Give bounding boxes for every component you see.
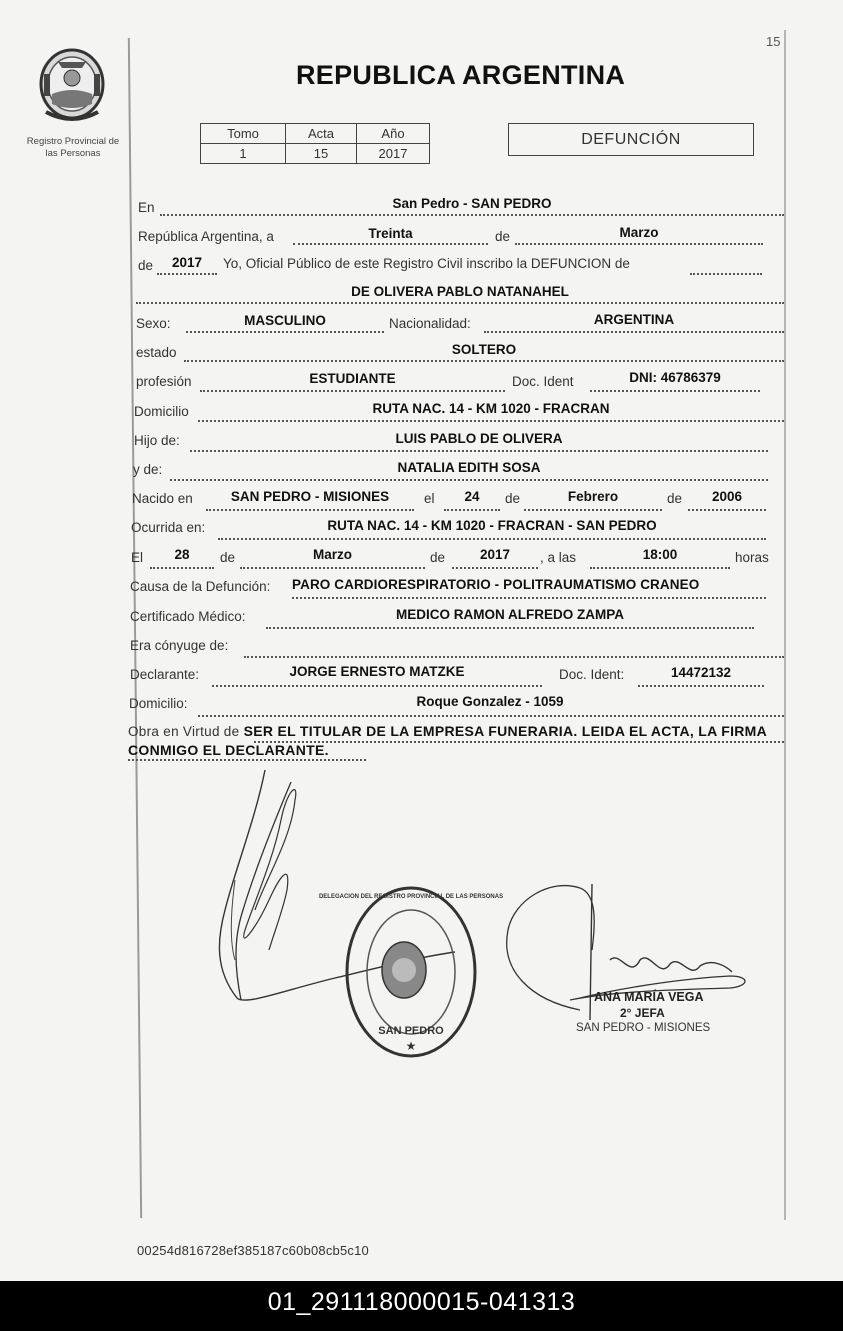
dots-declarante: [212, 685, 542, 687]
label-doc-ident-declarante: Doc. Ident:: [559, 667, 625, 682]
signatory-role: 2° JEFA: [620, 1006, 665, 1020]
value-mes: Marzo: [619, 225, 659, 240]
value-declarante: JORGE ERNESTO MATZKE: [289, 664, 465, 679]
value-hora: 18:00: [642, 547, 678, 562]
dots-certificado: [266, 627, 754, 629]
value-lugar: San Pedro - SAN PEDRO: [392, 196, 552, 211]
reference-table: [200, 123, 430, 164]
dots-padre: [190, 450, 768, 452]
page-title: REPUBLICA ARGENTINA: [296, 60, 626, 90]
value-nacionalidad: ARGENTINA: [593, 312, 675, 327]
header-acta: Acta: [286, 124, 357, 144]
left-margin-line: [128, 38, 142, 1218]
label-ocurrida-en: Ocurrida en:: [131, 520, 206, 535]
dots-estado: [184, 360, 784, 362]
svg-text:★: ★: [405, 1039, 417, 1053]
value-tomo: 1: [201, 144, 286, 164]
label-el: el: [424, 491, 435, 506]
label-de-mes: de: [495, 229, 511, 244]
dots-en: [160, 214, 784, 216]
value-obra: SER EL TITULAR DE LA EMPRESA FUNERARIA. LEIDA EL ACTA, LA FIRMA CONMIGO EL DECLARANTE.: [128, 723, 767, 758]
dots-mes: [515, 243, 763, 245]
label-el-fecha: El: [131, 550, 144, 565]
value-domicilio-declarante: Roque Gonzalez - 1059: [416, 694, 564, 709]
value-madre: NATALIA EDITH SOSA: [397, 460, 541, 475]
value-mes-defuncion: Marzo: [312, 547, 352, 562]
footer-code: 01_291118000015-041313: [267, 1288, 576, 1316]
value-mes-nacimiento: Febrero: [567, 489, 619, 504]
stamp-center-text: SAN PEDRO: [378, 1025, 444, 1037]
label-de-anio: de: [138, 258, 154, 273]
label-yo-oficial: Yo, Oficial Público de este Registro Civil inscribo la DEFUNCION de: [223, 256, 630, 271]
label-domicilio-declarante: Domicilio:: [129, 696, 188, 711]
dots-doc-ident: [590, 390, 760, 392]
label-certificado: Certificado Médico:: [130, 609, 246, 624]
value-certificado: MEDICO RAMON ALFREDO ZAMPA: [396, 607, 624, 622]
value-domicilio: RUTA NAC. 14 - KM 1020 - FRACRAN: [372, 401, 610, 416]
value-doc-ident: DNI: 46786379: [629, 370, 721, 385]
dots-domicilio: [198, 420, 784, 422]
dots-lugar-defuncion: [218, 538, 766, 540]
value-sexo: MASCULINO: [244, 313, 326, 328]
value-dia-defuncion: 28: [174, 547, 190, 562]
label-domicilio: Domicilio: [134, 404, 189, 419]
dots-lugar-nacimiento: [206, 509, 414, 511]
dots-sexo: [186, 331, 384, 333]
label-declarante: Declarante:: [130, 667, 200, 682]
value-lugar-nacimiento: SAN PEDRO - MISIONES: [230, 489, 390, 504]
header-anio: Año: [357, 124, 430, 144]
value-anio-acto: 2017: [171, 255, 203, 270]
label-de-def2: de: [430, 550, 446, 565]
label-estado: estado: [136, 345, 177, 360]
label-de-nac1: de: [505, 491, 521, 506]
right-margin-line: [784, 30, 786, 1220]
footer-bar: [0, 1281, 843, 1331]
label-sexo: Sexo:: [136, 316, 171, 331]
value-doc-declarante: 14472132: [670, 665, 732, 680]
label-horas: horas: [735, 550, 769, 565]
value-causa: PARO CARDIORESPIRATORIO - POLITRAUMATISMO CRANEO: [292, 577, 700, 592]
value-nombre: DE OLIVERA PABLO NATANAHEL: [351, 284, 569, 299]
dots-hora: [590, 567, 730, 569]
value-dia: Treinta: [368, 226, 413, 241]
dots-anio: [157, 273, 217, 275]
registry-caption: [14, 136, 132, 160]
document-hash: 00254d816728ef385187c60b08cb5c10: [137, 1243, 369, 1258]
dots-obra-1: [254, 741, 784, 743]
dots-nacionalidad: [484, 331, 784, 333]
label-de-def1: de: [220, 550, 236, 565]
dots-dia-defuncion: [150, 567, 214, 569]
dots-profesion: [200, 390, 505, 392]
signatory-name: ANA MARÍA VEGA: [594, 990, 704, 1004]
registry-caption-line1: Registro Provincial de: [26, 136, 120, 147]
stamp-ring-text: DELEGACION DEL REGISTRO PROVINCIAL DE LAS PERSONAS: [318, 894, 504, 900]
label-a-las: , a las: [540, 550, 577, 565]
dots-anio-nacimiento: [688, 509, 766, 511]
header-tomo: Tomo: [201, 124, 286, 144]
dots-causa: [292, 597, 766, 599]
registry-stamp: [318, 884, 504, 1060]
dots-dia-nacimiento: [444, 509, 500, 511]
registry-caption-line2: las Personas: [45, 148, 101, 159]
label-en: En: [138, 200, 155, 215]
value-anio-nacimiento: 2006: [711, 489, 743, 504]
label-nacido-en: Nacido en: [132, 491, 193, 506]
label-hijo-de: Hijo de:: [134, 433, 180, 448]
label-nacionalidad: Nacionalidad:: [389, 316, 471, 331]
value-profesion: ESTUDIANTE: [309, 371, 396, 386]
label-doc-ident: Doc. Ident: [512, 374, 574, 389]
dots-mes-nacimiento: [524, 509, 662, 511]
dots-de-tail: [690, 273, 762, 275]
value-estado: SOLTERO: [451, 342, 517, 357]
dots-anio-defuncion: [452, 567, 538, 569]
dots-mes-defuncion: [240, 567, 425, 569]
dots-dia: [293, 243, 488, 245]
label-profesion: profesión: [136, 374, 192, 389]
dots-doc-declarante: [638, 685, 764, 687]
signatory-place: SAN PEDRO - MISIONES: [576, 1022, 711, 1034]
value-acta: 15: [286, 144, 357, 164]
label-conyuge: Era cónyuge de:: [130, 638, 229, 653]
label-de-nac2: de: [667, 491, 683, 506]
dots-madre: [170, 479, 768, 481]
value-dia-nacimiento: 24: [464, 489, 480, 504]
value-anio-defuncion: 2017: [479, 547, 511, 562]
label-obra: Obra en Virtud de: [128, 724, 240, 739]
label-y-de: y de:: [133, 462, 163, 477]
dots-conyuge: [244, 656, 784, 658]
value-padre: LUIS PABLO DE OLIVERA: [395, 431, 563, 446]
dots-nombre: [136, 302, 784, 304]
page-number: 15: [766, 34, 781, 49]
dots-domicilio-declarante: [198, 715, 784, 717]
value-anio: 2017: [357, 144, 430, 164]
coat-of-arms-logo: [36, 42, 108, 126]
act-type-box: DEFUNCIÓN: [508, 123, 754, 156]
label-republica: República Argentina, a: [138, 229, 274, 244]
label-causa: Causa de la Defunción:: [130, 579, 271, 594]
value-lugar-defuncion: RUTA NAC. 14 - KM 1020 - FRACRAN - SAN PEDRO: [327, 518, 657, 533]
